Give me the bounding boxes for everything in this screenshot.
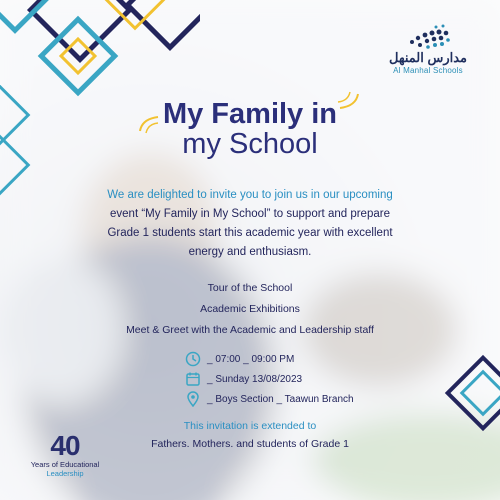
calendar-icon — [185, 371, 201, 387]
location-pin-icon — [185, 391, 201, 407]
title-line-2: my School — [182, 128, 318, 160]
intro-body-line-1: event “My Family in My School” to support and prepare — [110, 208, 390, 220]
badge-line-1: Years of Educational — [30, 460, 100, 469]
logo-mark-icon — [398, 22, 458, 52]
location-row — [185, 391, 354, 407]
intro-highlight: We are delighted to invite you to join us in our upcoming — [107, 189, 393, 201]
activity-item: Meet & Greet with the Academic and Leadership staff — [126, 324, 374, 336]
time-text: _ 07:00 _ 09:00 PM — [207, 353, 295, 365]
title-line-1: My Family in — [162, 98, 338, 130]
intro-paragraph — [60, 186, 440, 262]
badge-line-2: Leadership — [46, 469, 84, 478]
time-row — [185, 351, 294, 367]
logo-english-text: Al Manhal Schools — [393, 66, 463, 75]
activity-item: Tour of the School — [207, 282, 293, 294]
intro-body-line-3: energy and enthusiasm. — [188, 246, 312, 258]
badge-number: 40 — [50, 430, 80, 461]
date-text: _ Sunday 13/08/2023 — [207, 373, 303, 385]
activity-item: Academic Exhibitions — [200, 303, 300, 315]
location-text: _ Boys Section _ Taawun Branch — [207, 393, 354, 405]
date-row — [185, 371, 302, 387]
clock-icon — [185, 351, 201, 367]
extension-audience: Fathers. Mothers. and students of Grade 1 — [151, 438, 349, 450]
school-logo — [384, 22, 472, 75]
logo-arabic-text: مدارس المنهل — [388, 50, 467, 65]
anniversary-badge — [20, 430, 110, 478]
intro-body-line-2: Grade 1 students start this academic year with excellent — [107, 227, 393, 239]
extension-heading: This invitation is extended to — [183, 420, 317, 432]
